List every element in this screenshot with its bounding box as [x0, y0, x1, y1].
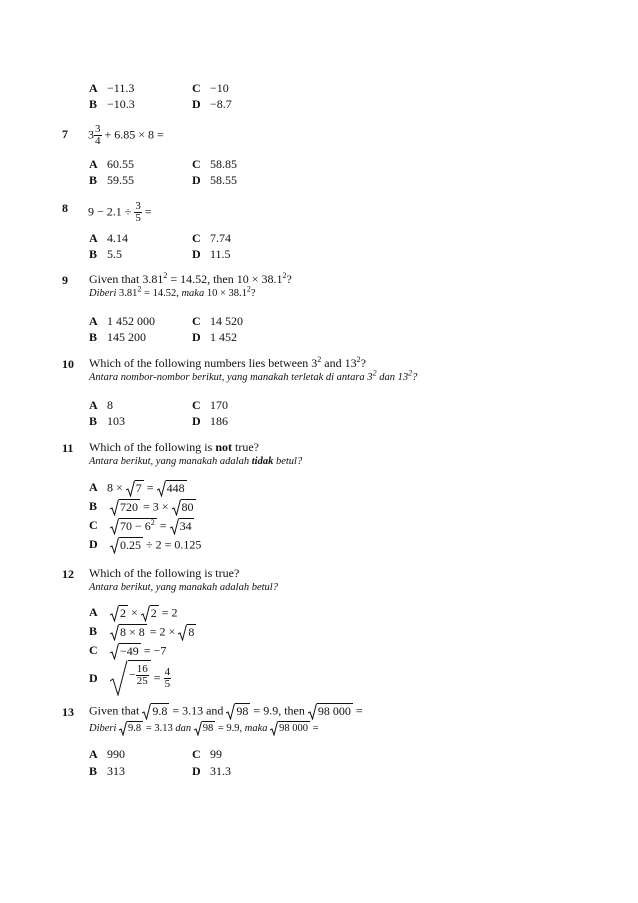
square-root: 98 — [226, 703, 250, 720]
square-root: 720 — [110, 499, 140, 516]
q9-option-b: B 145 200 — [89, 330, 146, 344]
q7-option-a: A 60.55 — [89, 157, 134, 171]
square-root: 98 000 — [308, 703, 353, 720]
q9-option-c: C 14 520 — [192, 314, 243, 328]
q7-option-b: B 59.55 — [89, 173, 134, 187]
q10-option-a: A 8 — [89, 398, 113, 412]
q12-option-d: D − $\frac{16}{25}$ = $\frac{4}{5}$ — [89, 660, 171, 696]
q10-option-d: D 186 — [192, 414, 228, 428]
q11-option-d: D 0.25 ÷ 2 = 0.125 — [89, 537, 202, 552]
q9-stem-english: Given that $3.81^2 = 14.52$, then $10 \times 38.1^2$? — [89, 271, 292, 286]
square-root: 2 — [141, 605, 159, 622]
q13-option-a: A 990 — [89, 747, 125, 761]
q12-option-b: B 8 × 8 = 2 × 8 — [89, 624, 195, 639]
question-number: 11 — [62, 441, 74, 455]
square-root: 9.8 — [142, 703, 169, 720]
q6-option-b: B −10.3 — [89, 97, 135, 111]
square-root: 9.8 — [119, 721, 143, 736]
square-root: 98 — [194, 721, 216, 736]
q12-fraction: $\frac{16}{25}$ — [136, 663, 148, 687]
q6-option-c: C −10 — [192, 81, 229, 95]
q13-option-d: D 31.3 — [192, 764, 231, 778]
square-root: $70 - 6^2$ — [110, 518, 157, 535]
q10-stem-malay: Antara nombor-nombor berikut, yang manakah terletak di antara $3^2$ dan $13^2$? — [89, 368, 418, 383]
q7-stem: 3 $\frac{3}{4}$ + 6.85 × 8 = — [88, 123, 164, 147]
q12-answer-fraction: $\frac{4}{5}$ — [164, 665, 171, 690]
question-number: 7 — [62, 127, 68, 141]
q11-option-b: B 720 = 3 × 80 — [89, 499, 194, 514]
q7-option-c: C 58.85 — [192, 157, 237, 171]
square-root: − $\frac{16}{25}$ — [110, 660, 151, 696]
question-number: 10 — [62, 357, 74, 371]
q10-option-b: B 103 — [89, 414, 125, 428]
q7-fraction: $\frac{3}{4}$ — [95, 123, 101, 147]
square-root: 0.25 — [110, 537, 143, 554]
q12-stem-english: Which of the following is true? — [89, 566, 240, 580]
square-root: 448 — [157, 480, 187, 497]
q8-option-d: D 11.5 — [192, 247, 231, 261]
q9-option-d: D 1 452 — [192, 330, 237, 344]
q6-option-a: A −11.3 — [89, 81, 135, 95]
q12-option-a: A 2 × 2 = 2 — [89, 605, 178, 620]
q12-option-c: C −49 = −7 — [89, 643, 167, 658]
q13-stem-english: Given that 9.8 = 3.13 and 98 = 9.9, then 98 000 = — [89, 703, 363, 718]
question-number: 13 — [62, 705, 74, 719]
square-root: −49 — [110, 643, 141, 660]
q8-option-c: C 7.74 — [192, 231, 231, 245]
question-number: 9 — [62, 273, 68, 287]
q11-stem-malay: Antara berikut, yang manakah adalah tidak betul? — [89, 456, 303, 467]
q10-stem-english: Which of the following numbers lies between $3^2$ and $13^2$? — [89, 355, 366, 370]
q10-option-c: C 170 — [192, 398, 228, 412]
q12-stem-malay: Antara berikut, yang manakah adalah betul? — [89, 582, 278, 593]
q9-option-a: A 1 452 000 — [89, 314, 155, 328]
q9-stem-malay: Diberi $3.81^2 = 14.52$, maka $10 \times 38.1^2$? — [89, 284, 256, 299]
q7-option-d: D 58.55 — [192, 173, 237, 187]
square-root: 98 000 — [270, 721, 310, 736]
q13-option-c: C 99 — [192, 747, 222, 761]
square-root: 8 × 8 — [110, 624, 147, 641]
square-root: 34 — [170, 518, 194, 535]
q11-option-a: A 8 × 7 = 448 — [89, 480, 185, 495]
square-root: 7 — [126, 480, 144, 497]
question-number: 12 — [62, 567, 74, 581]
q8-fraction: $\frac{3}{5}$ — [135, 200, 141, 224]
q11-stem-english: Which of the following is not true? — [89, 440, 259, 454]
q8-stem: 9 − 2.1 ÷ $\frac{3}{5}$ = — [88, 200, 152, 224]
q11-option-c: C $70 - 6^2$ = 34 — [89, 518, 192, 533]
square-root: 8 — [178, 624, 196, 641]
square-root: 80 — [172, 499, 196, 516]
q13-option-b: B 313 — [89, 764, 125, 778]
question-number: 8 — [62, 201, 68, 215]
q8-option-a: A 4.14 — [89, 231, 128, 245]
q8-option-b: B 5.5 — [89, 247, 122, 261]
q13-stem-malay: Diberi 9.8 = 3.13 dan 98 = 9.9, maka 98 000 = — [89, 722, 319, 734]
q6-option-d: D −8.7 — [192, 97, 232, 111]
square-root: 2 — [110, 605, 128, 622]
